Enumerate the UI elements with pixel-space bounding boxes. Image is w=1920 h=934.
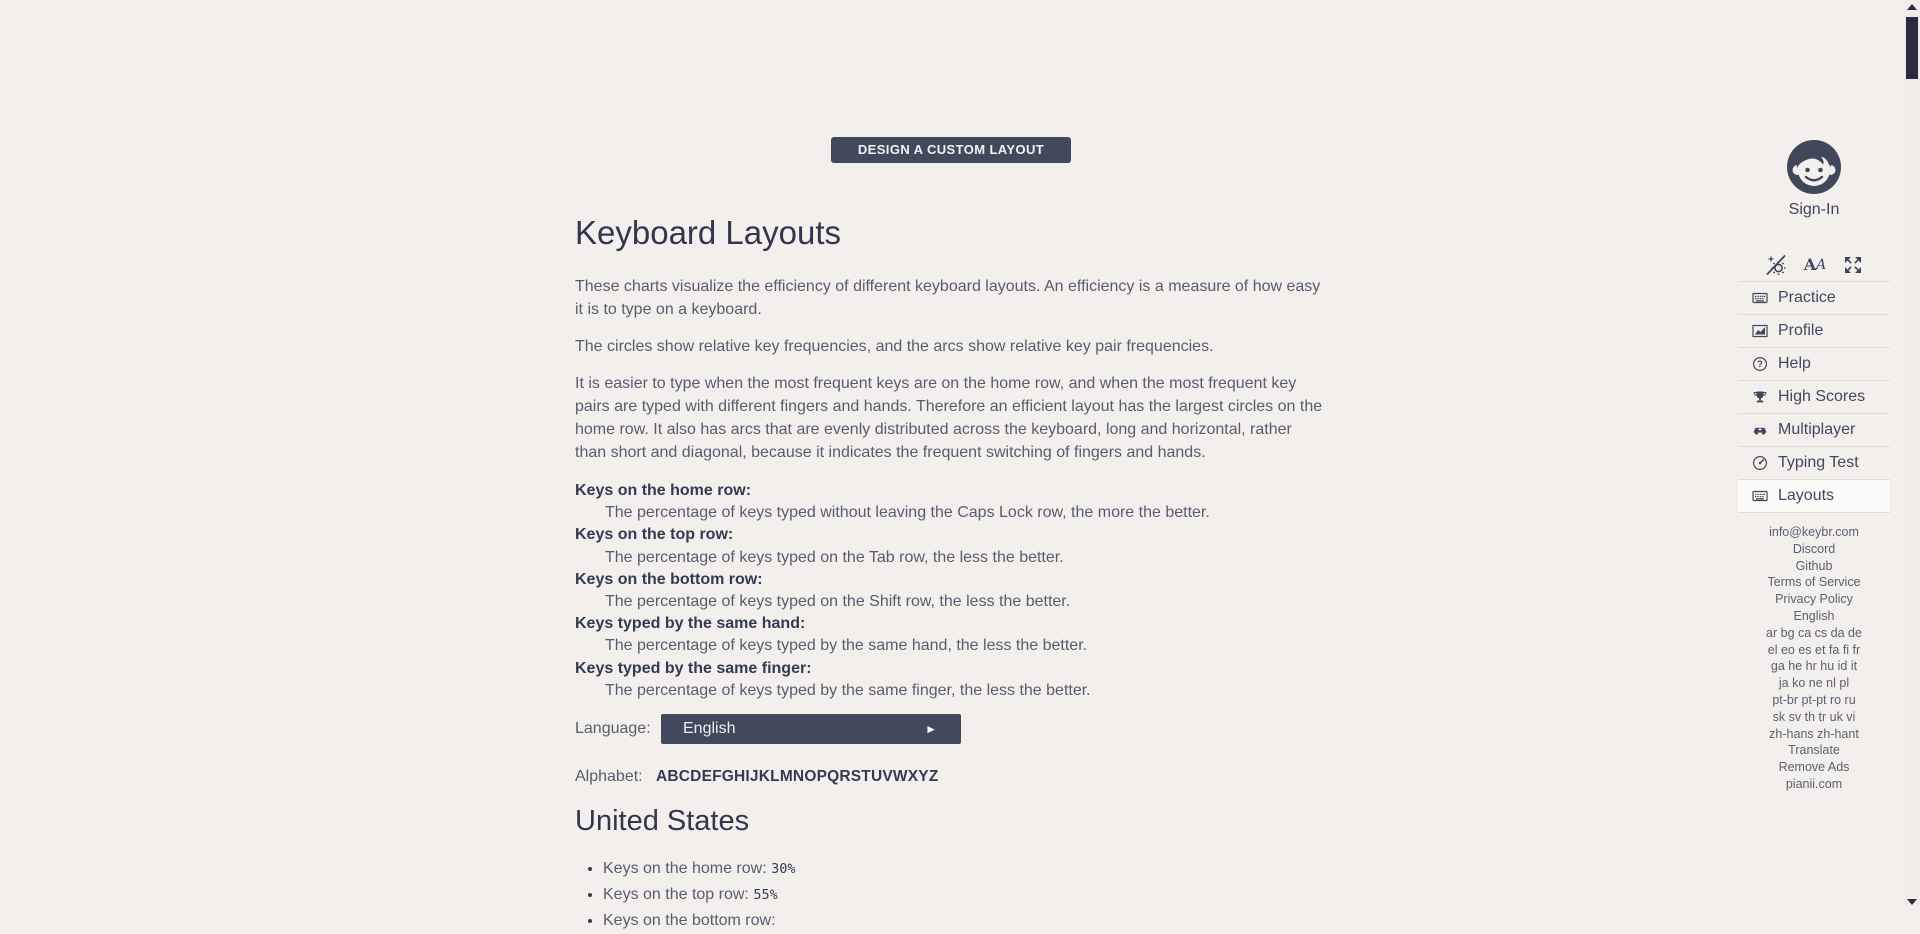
definition-term: Keys on the top row: xyxy=(575,526,734,544)
sidebar-menu xyxy=(1738,281,1890,513)
definition-term: Keys typed by the same finger: xyxy=(575,659,812,677)
link-language-english[interactable]: English xyxy=(1793,608,1835,623)
stat-value: 55% xyxy=(753,887,778,904)
link-language-codes[interactable]: ga he hr hu id it xyxy=(1770,659,1858,674)
list-item xyxy=(603,908,1327,934)
language-select[interactable] xyxy=(661,714,961,744)
font-size-icon[interactable] xyxy=(1804,257,1827,273)
definition-term: Keys on the bottom row: xyxy=(575,570,763,588)
scrollbar-up-arrow[interactable] xyxy=(1907,4,1917,10)
definition-description: The percentage of keys typed on the Shift row, the less the better. xyxy=(605,593,1071,611)
language-label: Language: xyxy=(575,720,651,738)
metric-definitions xyxy=(575,480,1327,702)
main-content xyxy=(575,0,1327,934)
keyboard-icon xyxy=(1752,290,1768,306)
sidebar-item-label: Layouts xyxy=(1778,487,1835,504)
definition-description: The percentage of keys typed by the same finger, the less the better. xyxy=(605,681,1091,699)
theme-toggle-icon[interactable] xyxy=(1764,253,1788,277)
sidebar-item-typing-test[interactable] xyxy=(1738,446,1890,479)
sidebar-item-label: Profile xyxy=(1778,322,1824,339)
link-terms[interactable]: Terms of Service xyxy=(1767,575,1861,590)
sidebar-item-practice[interactable] xyxy=(1738,281,1890,314)
link-language-codes[interactable]: ja ko ne nl pl xyxy=(1778,676,1850,691)
layout-stats-list xyxy=(575,856,1327,934)
fullscreen-icon[interactable] xyxy=(1842,254,1864,276)
sidebar-item-label: High Scores xyxy=(1778,388,1866,405)
link-language-codes[interactable]: el eo es et fa fi fr xyxy=(1767,642,1861,657)
footer-links xyxy=(1738,524,1890,793)
page-title: Keyboard Layouts xyxy=(575,214,842,251)
scrollbar[interactable] xyxy=(1904,0,1920,911)
sidebar-item-label: Help xyxy=(1778,355,1811,372)
chart-icon xyxy=(1752,323,1768,339)
list-item xyxy=(603,856,1327,882)
account-block[interactable] xyxy=(1738,0,1890,221)
intro-paragraph-1: These charts visualize the efficiency of different keyboard layouts. An efficiency is a measure of how easy it is to type on a keyboard. xyxy=(575,278,1321,318)
definition-description: The percentage of keys typed without leaving the Caps Lock row, the more the better. xyxy=(605,504,1210,522)
sidebar-item-label: Multiplayer xyxy=(1778,421,1856,438)
alphabet-label: Alphabet: xyxy=(575,768,643,786)
stat-label: Keys on the bottom row: xyxy=(603,912,776,930)
link-remove-ads[interactable]: Remove Ads xyxy=(1778,760,1850,775)
font-icon-letter: A xyxy=(1816,257,1827,273)
scrollbar-thumb[interactable] xyxy=(1906,17,1918,79)
link-discord[interactable]: Discord xyxy=(1792,541,1836,556)
sidebar-item-multiplayer[interactable] xyxy=(1738,413,1890,446)
stat-label: Keys on the top row: xyxy=(603,886,754,904)
link-github[interactable]: Github xyxy=(1795,558,1833,573)
sidebar-item-help[interactable] xyxy=(1738,347,1890,380)
intro-paragraph-2: The circles show relative key frequencies, and the arcs show relative key pair frequencies. xyxy=(575,338,1214,355)
intro-paragraph-3: It is easier to type when the most frequent keys are on the home row, and when the most frequent key pairs are typed with different fingers and hands. Therefore an efficient layout has the largest circles on the home row. It also has arcs that are evenly distributed across the keyboard, long and horizontal, rather than short and diagonal, because it indicates the frequent switching of fingers and hands. xyxy=(575,375,1323,461)
select-arrow-icon: ► xyxy=(925,722,937,737)
alphabet-value: ABCDEFGHIJKLMNOPQRSTUVWXYZ xyxy=(656,768,939,786)
list-item xyxy=(603,882,1327,908)
font-icon-letter: A xyxy=(1803,255,1817,274)
definition-term: Keys on the home row: xyxy=(575,482,752,499)
design-custom-layout-button[interactable]: DESIGN A CUSTOM LAYOUT xyxy=(831,137,1071,163)
sidebar-toolbar xyxy=(1738,253,1890,277)
definition-description: The percentage of keys typed on the Tab row, the less the better. xyxy=(605,548,1064,566)
language-selected-value: English xyxy=(683,720,736,738)
link-pianii[interactable]: pianii.com xyxy=(1785,776,1843,791)
sidebar-item-label: Typing Test xyxy=(1778,454,1859,471)
sidebar-item-label: Practice xyxy=(1778,289,1836,306)
avatar[interactable] xyxy=(1786,139,1842,195)
signin-label[interactable]: Sign-In xyxy=(1788,201,1840,218)
link-email[interactable]: info@keybr.com xyxy=(1769,525,1859,539)
scrollbar-down-arrow[interactable] xyxy=(1907,899,1917,905)
sidebar-item-high-scores[interactable] xyxy=(1738,380,1890,413)
link-language-codes[interactable]: ar bg ca cs da de xyxy=(1766,625,1862,640)
keyboard-icon xyxy=(1752,488,1768,504)
definition-description: The percentage of keys typed by the same hand, the less the better. xyxy=(605,637,1088,655)
speedometer-icon xyxy=(1752,455,1768,471)
help-icon xyxy=(1752,356,1768,372)
stat-label: Keys on the home row: xyxy=(603,860,772,878)
stat-value: 30% xyxy=(771,861,796,878)
link-language-codes[interactable]: sk sv th tr uk vi xyxy=(1772,709,1856,724)
sidebar xyxy=(1738,0,1890,793)
link-language-codes[interactable]: pt-br pt-pt ro ru xyxy=(1772,692,1856,707)
link-privacy[interactable]: Privacy Policy xyxy=(1775,592,1853,607)
svg-text:?: ? xyxy=(1757,359,1763,370)
sidebar-item-layouts[interactable] xyxy=(1738,479,1890,512)
link-translate[interactable]: Translate xyxy=(1788,743,1840,758)
language-row xyxy=(575,714,1327,744)
car-icon xyxy=(1752,422,1768,438)
definition-term: Keys typed by the same hand: xyxy=(575,615,806,633)
sidebar-item-profile[interactable] xyxy=(1738,314,1890,347)
layout-section-title: United States xyxy=(575,805,750,838)
alphabet-row xyxy=(575,768,1327,786)
design-button-row xyxy=(575,0,1327,163)
trophy-icon xyxy=(1752,389,1768,405)
link-language-codes[interactable]: zh-hans zh-hant xyxy=(1769,726,1859,741)
